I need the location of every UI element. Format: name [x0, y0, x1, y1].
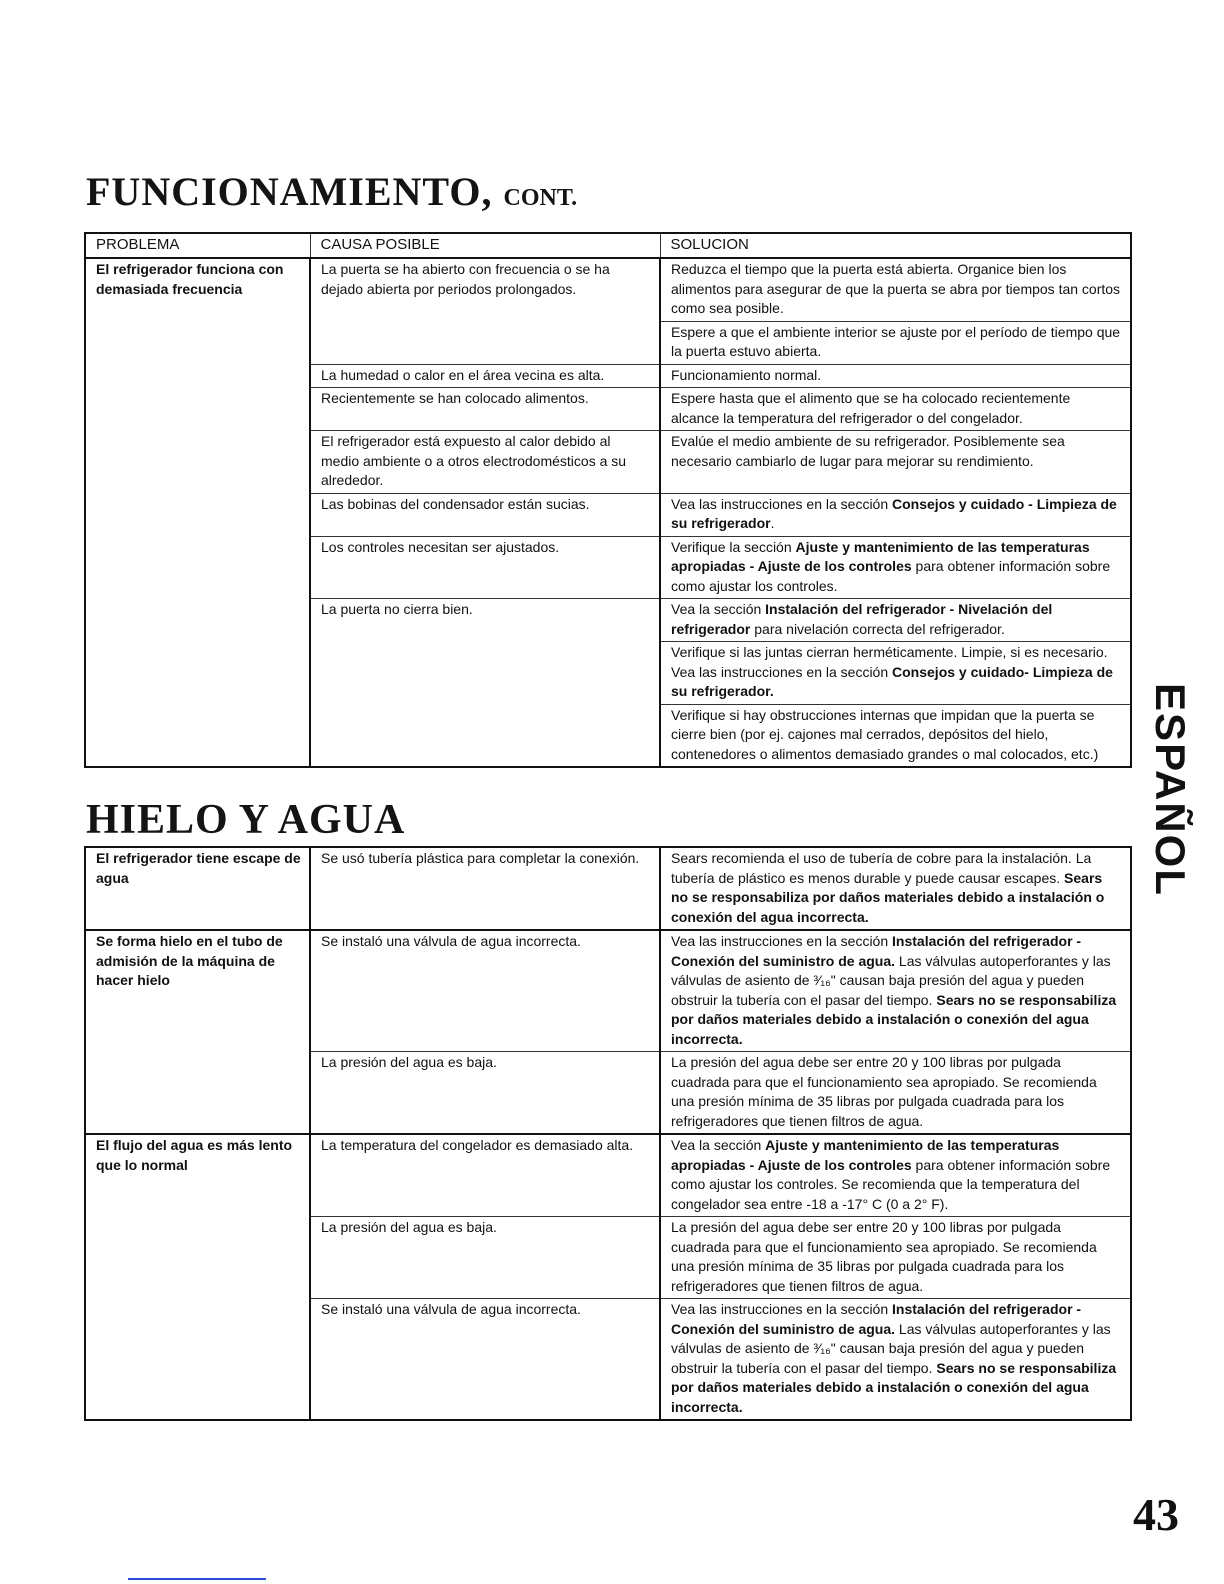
solution-text: .	[770, 515, 775, 531]
cause-cell: El refrigerador está expuesto al calor debido al medio ambiente o a otros electrodomésticos a su alrededor.	[310, 431, 660, 494]
cause-cell: La temperatura del congelador es demasiado alta.	[310, 1134, 660, 1217]
table-header-row	[85, 233, 1131, 258]
header-solucion: SOLUCION	[660, 233, 1131, 258]
page-number: 43	[1133, 1489, 1179, 1540]
cause-cell: La presión del agua es baja.	[310, 1217, 660, 1299]
solution-warning: Sears no se responsabiliza por daños materiales debido a instalación o conexión del agua incorrecta.	[671, 869, 1105, 925]
section-title-funcionamiento	[86, 168, 577, 215]
cause-cell: Las bobinas del condensador están sucias.	[310, 493, 660, 536]
solution-cell: Verifique si hay obstrucciones internas que impidan que la puerta se cierre bien (por ej. cajones mal cerrados, depósitos del hielo, contenedores o alimentos demasiado grandes o mal colocados, etc.)	[660, 704, 1131, 767]
solution-cell	[660, 642, 1131, 705]
troubleshooting-table-hielo-y-agua	[84, 846, 1132, 1421]
solution-cell: La presión del agua debe ser entre 20 y 100 libras por pulgada cuadrada para que el funcionamiento sea apropiado. Se recomienda una presión mínima de 35 libras por pulgada cuadrada para los refrigeradores que tienen filtros de agua.	[660, 1217, 1131, 1299]
solution-text: Las válvulas autoperforantes y las válvulas de asiento de ³⁄₁₆" causan baja presión del agua y pueden obstruir la tubería con el pasar del tiempo.	[671, 1320, 1111, 1376]
troubleshooting-table-funcionamiento	[84, 232, 1132, 768]
solution-text: para obtener información sobre como ajustar los controles. Se recomienda que la temperatura del congelador sea entre -18 a -17° C (0 a 2° F).	[671, 1156, 1111, 1212]
footer-divider	[128, 1578, 266, 1580]
cause-cell: Se instaló una válvula de agua incorrecta.	[310, 1299, 660, 1421]
cause-cell: Se instaló una válvula de agua incorrecta.	[310, 930, 660, 1052]
solution-cell: Espere a que el ambiente interior se ajuste por el período de tiempo que la puerta estuvo abierta.	[660, 321, 1131, 364]
solution-cell	[660, 930, 1131, 1052]
solution-cell: Espere hasta que el alimento que se ha colocado recientemente alcance la temperatura del refrigerador o del congelador.	[660, 388, 1131, 431]
solution-cell: Reduzca el tiempo que la puerta está abierta. Organice bien los alimentos para asegurar de que la puerta se abra por tiempos tan cortos como sea posible.	[660, 258, 1131, 321]
solution-reference: Instalación del refrigerador - Conexión del suministro de agua.	[671, 1301, 1082, 1337]
cause-cell: Se usó tubería plástica para completar la conexión.	[310, 847, 660, 930]
header-causa: CAUSA POSIBLE	[310, 233, 660, 258]
solution-reference: Ajuste y mantenimiento de las temperaturas apropiadas - Ajuste de los controles	[671, 1137, 1060, 1173]
solution-cell	[660, 599, 1131, 642]
table-row	[85, 1134, 1131, 1217]
solution-text: Vea la sección	[671, 601, 766, 617]
solution-reference: Instalación del refrigerador - Conexión del suministro de agua.	[671, 933, 1082, 969]
cause-cell: La puerta se ha abierto con frecuencia o se ha dejado abierta por periodos prolongados.	[310, 258, 660, 364]
table-row	[85, 930, 1131, 1052]
cause-cell: Los controles necesitan ser ajustados.	[310, 536, 660, 599]
cause-cell: Recientemente se han colocado alimentos.	[310, 388, 660, 431]
solution-cell	[660, 1299, 1131, 1421]
problem-cell: El flujo del agua es más lento que lo normal	[85, 1134, 310, 1420]
table-row	[85, 258, 1131, 321]
solution-cell	[660, 493, 1131, 536]
solution-text: Vea la sección	[671, 1137, 766, 1153]
solution-reference: Instalación del refrigerador - Nivelación del refrigerador	[671, 601, 1053, 637]
section-title-text: FUNCIONAMIENTO,	[86, 169, 493, 214]
solution-text: Verifique la sección	[671, 538, 796, 555]
solution-warning: Sears no se responsabiliza por daños materiales debido a instalación o conexión del agua incorrecta.	[671, 991, 1117, 1047]
solution-text: Verifique si las juntas cierran herméticamente. Limpie, si es necesario. Vea las instrucciones en la sección	[671, 644, 1108, 680]
solution-reference: Ajuste y mantenimiento de las temperaturas apropiadas - Ajuste de los controles	[671, 538, 1090, 574]
solution-cell	[660, 847, 1131, 930]
header-problema: PROBLEMA	[85, 233, 310, 258]
cause-cell: La puerta no cierra bien.	[310, 599, 660, 768]
problem-cell: El refrigerador funciona con demasiada frecuencia	[85, 258, 310, 767]
cause-cell: La humedad o calor en el área vecina es alta.	[310, 364, 660, 388]
solution-reference: Consejos y cuidado - Limpieza de su refrigerador	[671, 495, 1117, 531]
problem-cell: Se forma hielo en el tubo de admisión de la máquina de hacer hielo	[85, 930, 310, 1134]
table-row	[85, 847, 1131, 930]
problem-cell: El refrigerador tiene escape de agua	[85, 847, 310, 930]
solution-text: Vea las instrucciones en la sección	[671, 495, 893, 512]
solution-text: Sears recomienda el uso de tubería de cobre para la instalación. La tubería de plástico es menos durable y puede causar escapes.	[671, 850, 1092, 886]
solution-cell: Funcionamiento normal.	[660, 364, 1131, 388]
solution-text: Vea las instrucciones en la sección	[671, 1301, 893, 1317]
solution-text: Las válvulas autoperforantes y las válvulas de asiento de ³⁄₁₆" causan baja presión del agua y pueden obstruir la tubería con el pasar del tiempo.	[671, 952, 1111, 1008]
solution-text: para nivelación correcta del refrigerador.	[750, 620, 1005, 637]
language-label: ESPAÑOL	[1147, 683, 1194, 897]
solution-cell	[660, 1134, 1131, 1217]
language-side-tab	[1147, 683, 1194, 897]
cause-cell: La presión del agua es baja.	[310, 1052, 660, 1135]
solution-text: Vea las instrucciones en la sección	[671, 933, 893, 949]
solution-warning: Sears no se responsabiliza por daños materiales debido a instalación o conexión del agua incorrecta.	[671, 1359, 1117, 1415]
solution-cell	[660, 536, 1131, 599]
solution-cell: Evalúe el medio ambiente de su refrigerador. Posiblemente sea necesario cambiarlo de lugar para mejorar su rendimiento.	[660, 431, 1131, 494]
solution-reference: Consejos y cuidado- Limpieza de su refrigerador.	[671, 663, 1113, 699]
solution-text: para obtener información sobre como ajustar los controles.	[671, 558, 1111, 594]
solution-cell: La presión del agua debe ser entre 20 y 100 libras por pulgada cuadrada para que el funcionamiento sea apropiado. Se recomienda una presión mínima de 35 libras por pulgada cuadrada para los refrigeradores que tienen filtros de agua.	[660, 1052, 1131, 1135]
section-title-suffix: CONT.	[503, 185, 578, 211]
section-title-hielo-y-agua: HIELO Y AGUA	[86, 797, 406, 843]
